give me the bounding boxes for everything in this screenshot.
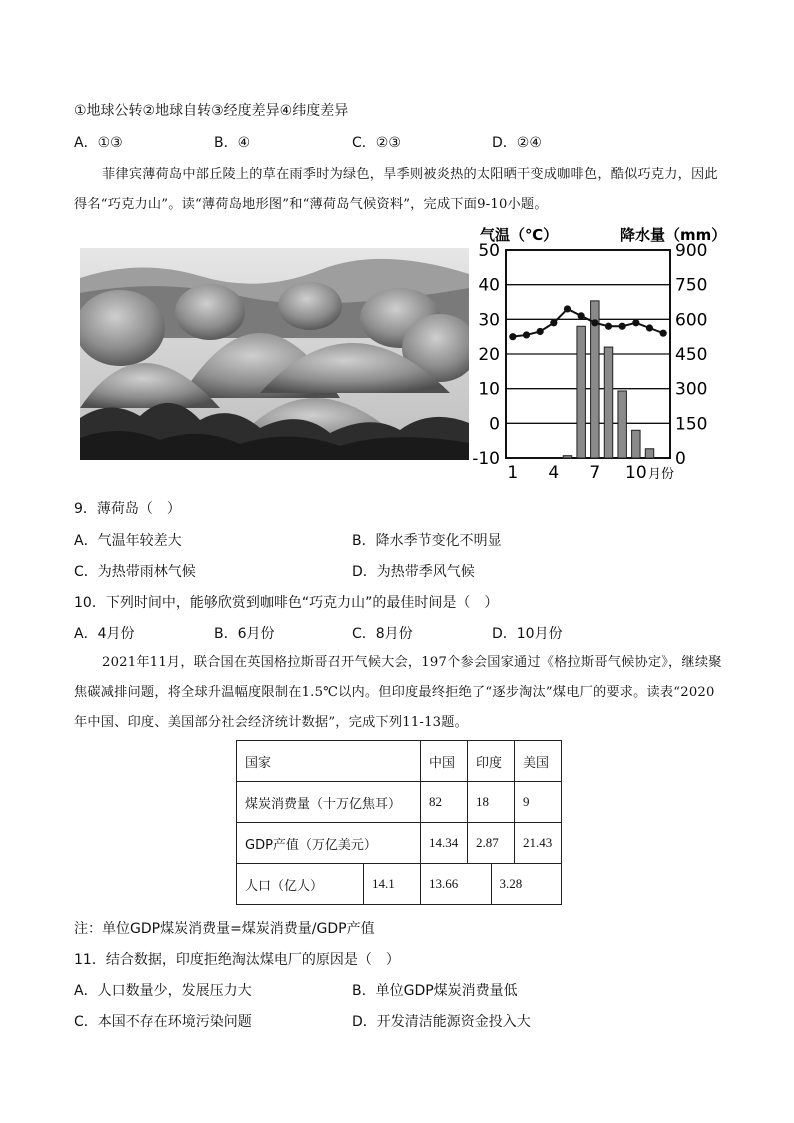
climate-chart-svg	[470, 222, 730, 484]
temperature-point	[646, 324, 653, 331]
temperature-point	[578, 312, 585, 319]
table-row	[237, 782, 562, 823]
table-row-label: 人口（亿人）	[237, 864, 364, 905]
table-note: 注：单位GDP煤炭消费量=煤炭消费量/GDP产值	[74, 921, 375, 937]
q8-option-c[interactable]: C．②③	[352, 135, 401, 151]
temperature-point	[591, 319, 598, 326]
y-left-tick-label: 20	[478, 345, 500, 365]
x-tick-label: 1	[507, 463, 519, 483]
table-cell: 13.66	[421, 864, 492, 905]
intro-paragraph-bohol: 菲律宾薄荷岛中部丘陵上的草在雨季时为绿色，旱季则被炎热的太阳晒干变成咖啡色，酷似巧克力，因此得名“巧克力山”。读“薄荷岛地形图”和“薄荷岛气候资料”，完成下面9-10小题。	[74, 167, 718, 212]
precipitation-bar	[632, 430, 640, 458]
y-left-tick-label: 30	[478, 310, 500, 331]
q10-option-d[interactable]: D．10月份	[492, 626, 563, 642]
x-tick-label: 4	[548, 463, 560, 483]
x-tick-label: 10	[625, 463, 647, 483]
table-cell: 82	[421, 782, 468, 823]
q11-option-c[interactable]: C．本国不存在环境污染问题	[74, 1014, 252, 1030]
temperature-point	[523, 331, 530, 338]
y-right-tick-label: 150	[675, 414, 708, 435]
chart-grid	[506, 250, 670, 458]
temperature-point	[660, 330, 667, 337]
statistics-table	[236, 740, 562, 905]
table-cell: 21.43	[515, 823, 562, 864]
chocolate-hills-photo	[80, 248, 469, 460]
q11-stem: 11．结合数据，印度拒绝淘汰煤电厂的原因是（ ）	[74, 952, 400, 968]
q9-option-c[interactable]: C．为热带雨林气候	[74, 564, 196, 580]
table-row-label: 煤炭消费量（十万亿焦耳）	[237, 782, 421, 823]
precipitation-bar	[577, 326, 585, 458]
q8-option-d[interactable]: D．②④	[492, 135, 542, 151]
x-tick-label: 7	[589, 463, 601, 483]
temperature-point	[619, 323, 626, 330]
table-row	[237, 823, 562, 864]
temperature-point	[564, 305, 571, 312]
bohol-climate-chart	[470, 222, 730, 484]
q9-stem: 9．薄荷岛（ ）	[74, 501, 181, 517]
q8-option-a[interactable]: A．①③	[74, 135, 123, 151]
q9-option-d[interactable]: D．为热带季风气候	[352, 564, 475, 580]
table-header-india: 印度	[468, 741, 515, 782]
y-right-tick-label: 600	[675, 310, 708, 331]
q9-option-a[interactable]: A．气温年较差大	[74, 533, 182, 549]
y-right-label: 降水量（mm）	[620, 226, 727, 244]
y-left-tick-label: 40	[478, 275, 500, 296]
y-left-label: 气温（℃）	[480, 226, 559, 244]
q11-option-d[interactable]: D．开发清洁能源资金投入大	[352, 1014, 531, 1030]
q11-option-a[interactable]: A．人口数量少，发展压力大	[74, 983, 252, 999]
temperature-point	[537, 328, 544, 335]
x-unit-label: 月份	[648, 467, 675, 482]
y-right-tick-label: 450	[675, 345, 708, 365]
precipitation-bar	[618, 391, 626, 458]
table-cell: 14.34	[421, 823, 468, 864]
precipitation-bar	[645, 449, 653, 458]
temperature-polyline	[513, 309, 663, 337]
table-cell: 2.87	[468, 823, 515, 864]
q10-option-b[interactable]: B．6月份	[214, 626, 275, 642]
precipitation-bar	[604, 347, 612, 458]
intro-paragraph-glasgow: 2021年11月，联合国在英国格拉斯哥召开气候大会，197个参会国家通过《格拉斯哥气候协定》，继续聚焦碳减排问题，将全球升温幅度限制在1.5℃以内。但印度最终拒绝了“逐步淘汰”煤电厂的要求。读表“2020年中国、印度、美国部分社会经济统计数据”，完成下列11-13题。	[74, 655, 722, 730]
table-cell: 9	[515, 782, 562, 823]
y-left-tick-label: -10	[472, 449, 500, 469]
q9-option-b[interactable]: B．降水季节变化不明显	[352, 533, 502, 549]
temperature-point	[632, 319, 639, 326]
temperature-point	[509, 333, 516, 340]
temperature-line	[509, 305, 667, 340]
table-cell: 18	[468, 782, 515, 823]
q10-option-c[interactable]: C．8月份	[352, 626, 413, 642]
q10-option-a[interactable]: A．4月份	[74, 626, 135, 642]
y-right-tick-label: 0	[675, 449, 686, 469]
table-header-china: 中国	[421, 741, 468, 782]
table-header-country: 国家	[237, 741, 421, 782]
temperature-point	[550, 319, 557, 326]
q8-option-b[interactable]: B．④	[214, 135, 251, 151]
y-left-tick-label: 10	[478, 379, 500, 400]
chart-ticks	[472, 241, 707, 483]
q8-statements: ①地球公转②地球自转③经度差异④纬度差异	[74, 103, 349, 119]
table-row	[237, 864, 562, 905]
q10-stem: 10．下列时间中，能够欣赏到咖啡色“巧克力山”的最佳时间是（ ）	[74, 595, 499, 611]
table-header-row	[237, 741, 562, 782]
q11-option-b[interactable]: B．单位GDP煤炭消费量低	[352, 983, 518, 999]
y-right-tick-label: 900	[675, 241, 708, 261]
temperature-point	[605, 323, 612, 330]
y-left-tick-label: 0	[489, 414, 500, 435]
table-row-label: GDP产值（万亿美元）	[237, 823, 421, 864]
y-right-tick-label: 300	[675, 379, 708, 400]
table-cell: 14.1	[364, 864, 421, 905]
y-right-tick-label: 750	[675, 275, 708, 296]
table-header-usa: 美国	[515, 741, 562, 782]
precipitation-bar	[563, 456, 571, 458]
table-cell: 3.28	[491, 864, 562, 905]
y-left-tick-label: 50	[478, 241, 500, 261]
